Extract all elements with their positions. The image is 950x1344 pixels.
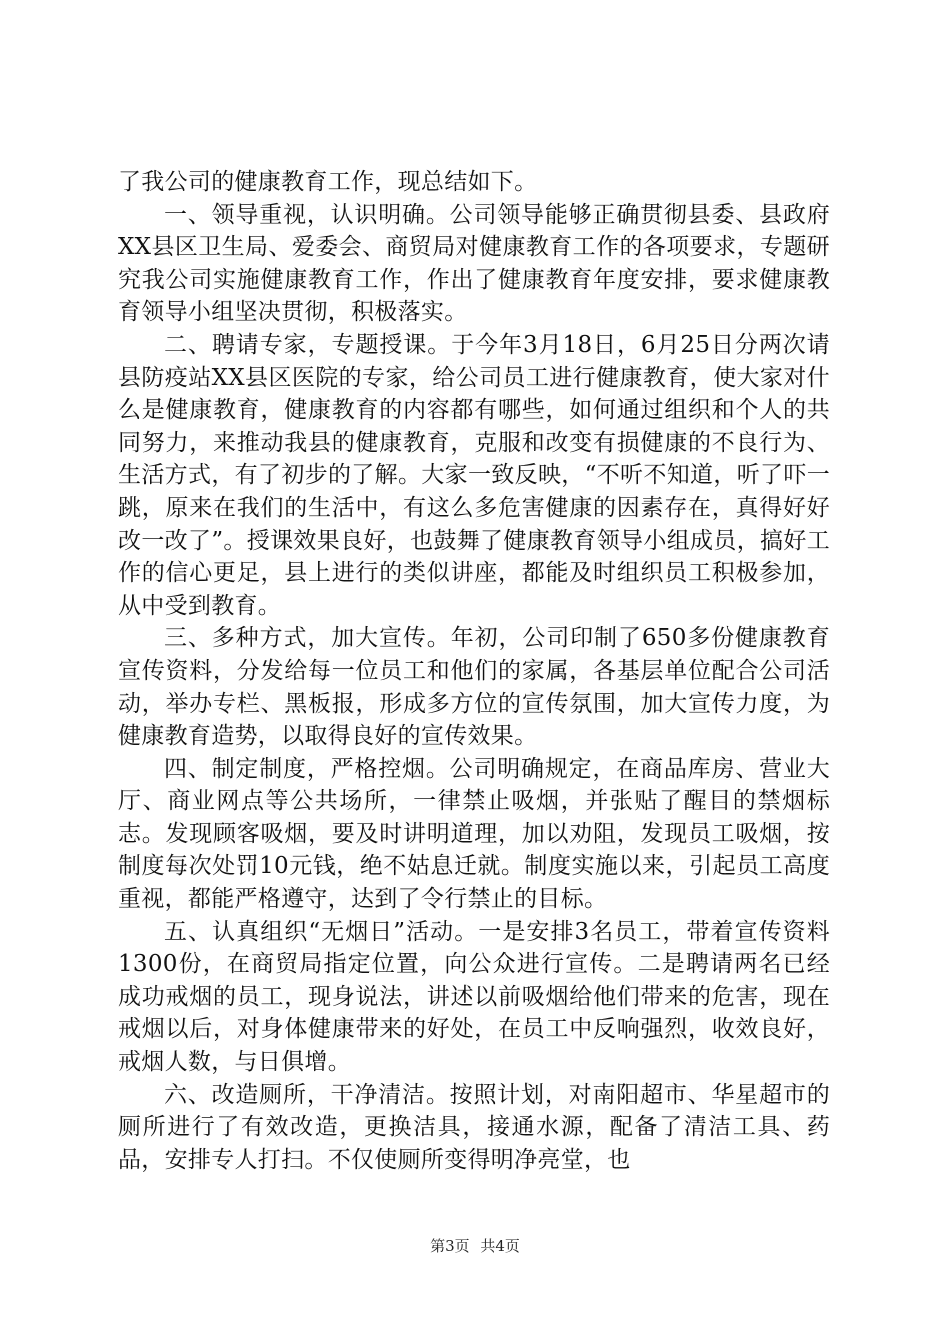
- document-body: [118, 166, 830, 1176]
- page-footer: [0, 1236, 950, 1256]
- paragraph-publicity: 三、多种方式，加大宣传。年初，公司印制了650多份健康教育宣传资料，分发给每一位员工和他们的家属，各基层单位配合公司活动，举办专栏、黑板报，形成多方位的宣传氛围，加大宣传力度，为健康教育造势，以取得良好的宣传效果。: [118, 625, 830, 750]
- paragraph-toilets: 六、改造厕所，干净清洁。按照计划，对南阳超市、华星超市的厕所进行了有效改造，更换洁具，接通水源，配备了清洁工具、药品，安排专人打扫。不仅使厕所变得明净亮堂，也: [118, 1081, 830, 1173]
- paragraph-smoking-control: 四、制定制度，严格控烟。公司明确规定，在商品库房、营业大厅、商业网点等公共场所，一律禁止吸烟，并张贴了醒目的禁烟标志。发现顾客吸烟，要及时讲明道理，加以劝阻，发现员工吸烟，按制度每次处罚10元钱，绝不姑息迁就。制度实施以来，引起员工高度重视，都能严格遵守，达到了令行禁止的目标。: [118, 755, 830, 913]
- paragraph-leadership: 一、领导重视，认识明确。公司领导能够正确贯彻县委、县政府XX县区卫生局、爱委会、商贸局对健康教育工作的各项要求，专题研究我公司实施健康教育工作，作出了健康教育年度安排，要求健康教育领导小组坚决贯彻，积极落实。: [118, 201, 830, 326]
- page-total: 共4页: [480, 1237, 520, 1255]
- paragraph-experts: 二、聘请专家，专题授课。于今年3月18日，6月25日分两次请县防疫站XX县区医院的专家，给公司员工进行健康教育，使大家对什么是健康教育，健康教育的内容都有哪些，如何通过组织和个人的共同努力，来推动我县的健康教育，克服和改变有损健康的不良行为、生活方式，有了初步的了解。大家一致反映，“不听不知道，听了吓一跳，原来在我们的生活中，有这么多危害健康的因素存在，真得好好改一改了”。授课效果良好，也鼓舞了健康教育领导小组成员，搞好工作的信心更足，县上进行的类似讲座，都能及时组织员工积极参加，从中受到教育。: [118, 331, 830, 619]
- page-number: 第3页: [430, 1237, 470, 1255]
- paragraph-no-smoking-day: 五、认真组织“无烟日”活动。一是安排3名员工，带着宣传资料1300份，在商贸局指定位置，向公众进行宣传。二是聘请两名已经成功戒烟的员工，现身说法，讲述以前吸烟给他们带来的危害，现在戒烟以后，对身体健康带来的好处，在员工中反响强烈，收效良好，戒烟人数，与日俱增。: [118, 918, 830, 1076]
- paragraph-continuation: 了我公司的健康教育工作，现总结如下。: [118, 169, 538, 195]
